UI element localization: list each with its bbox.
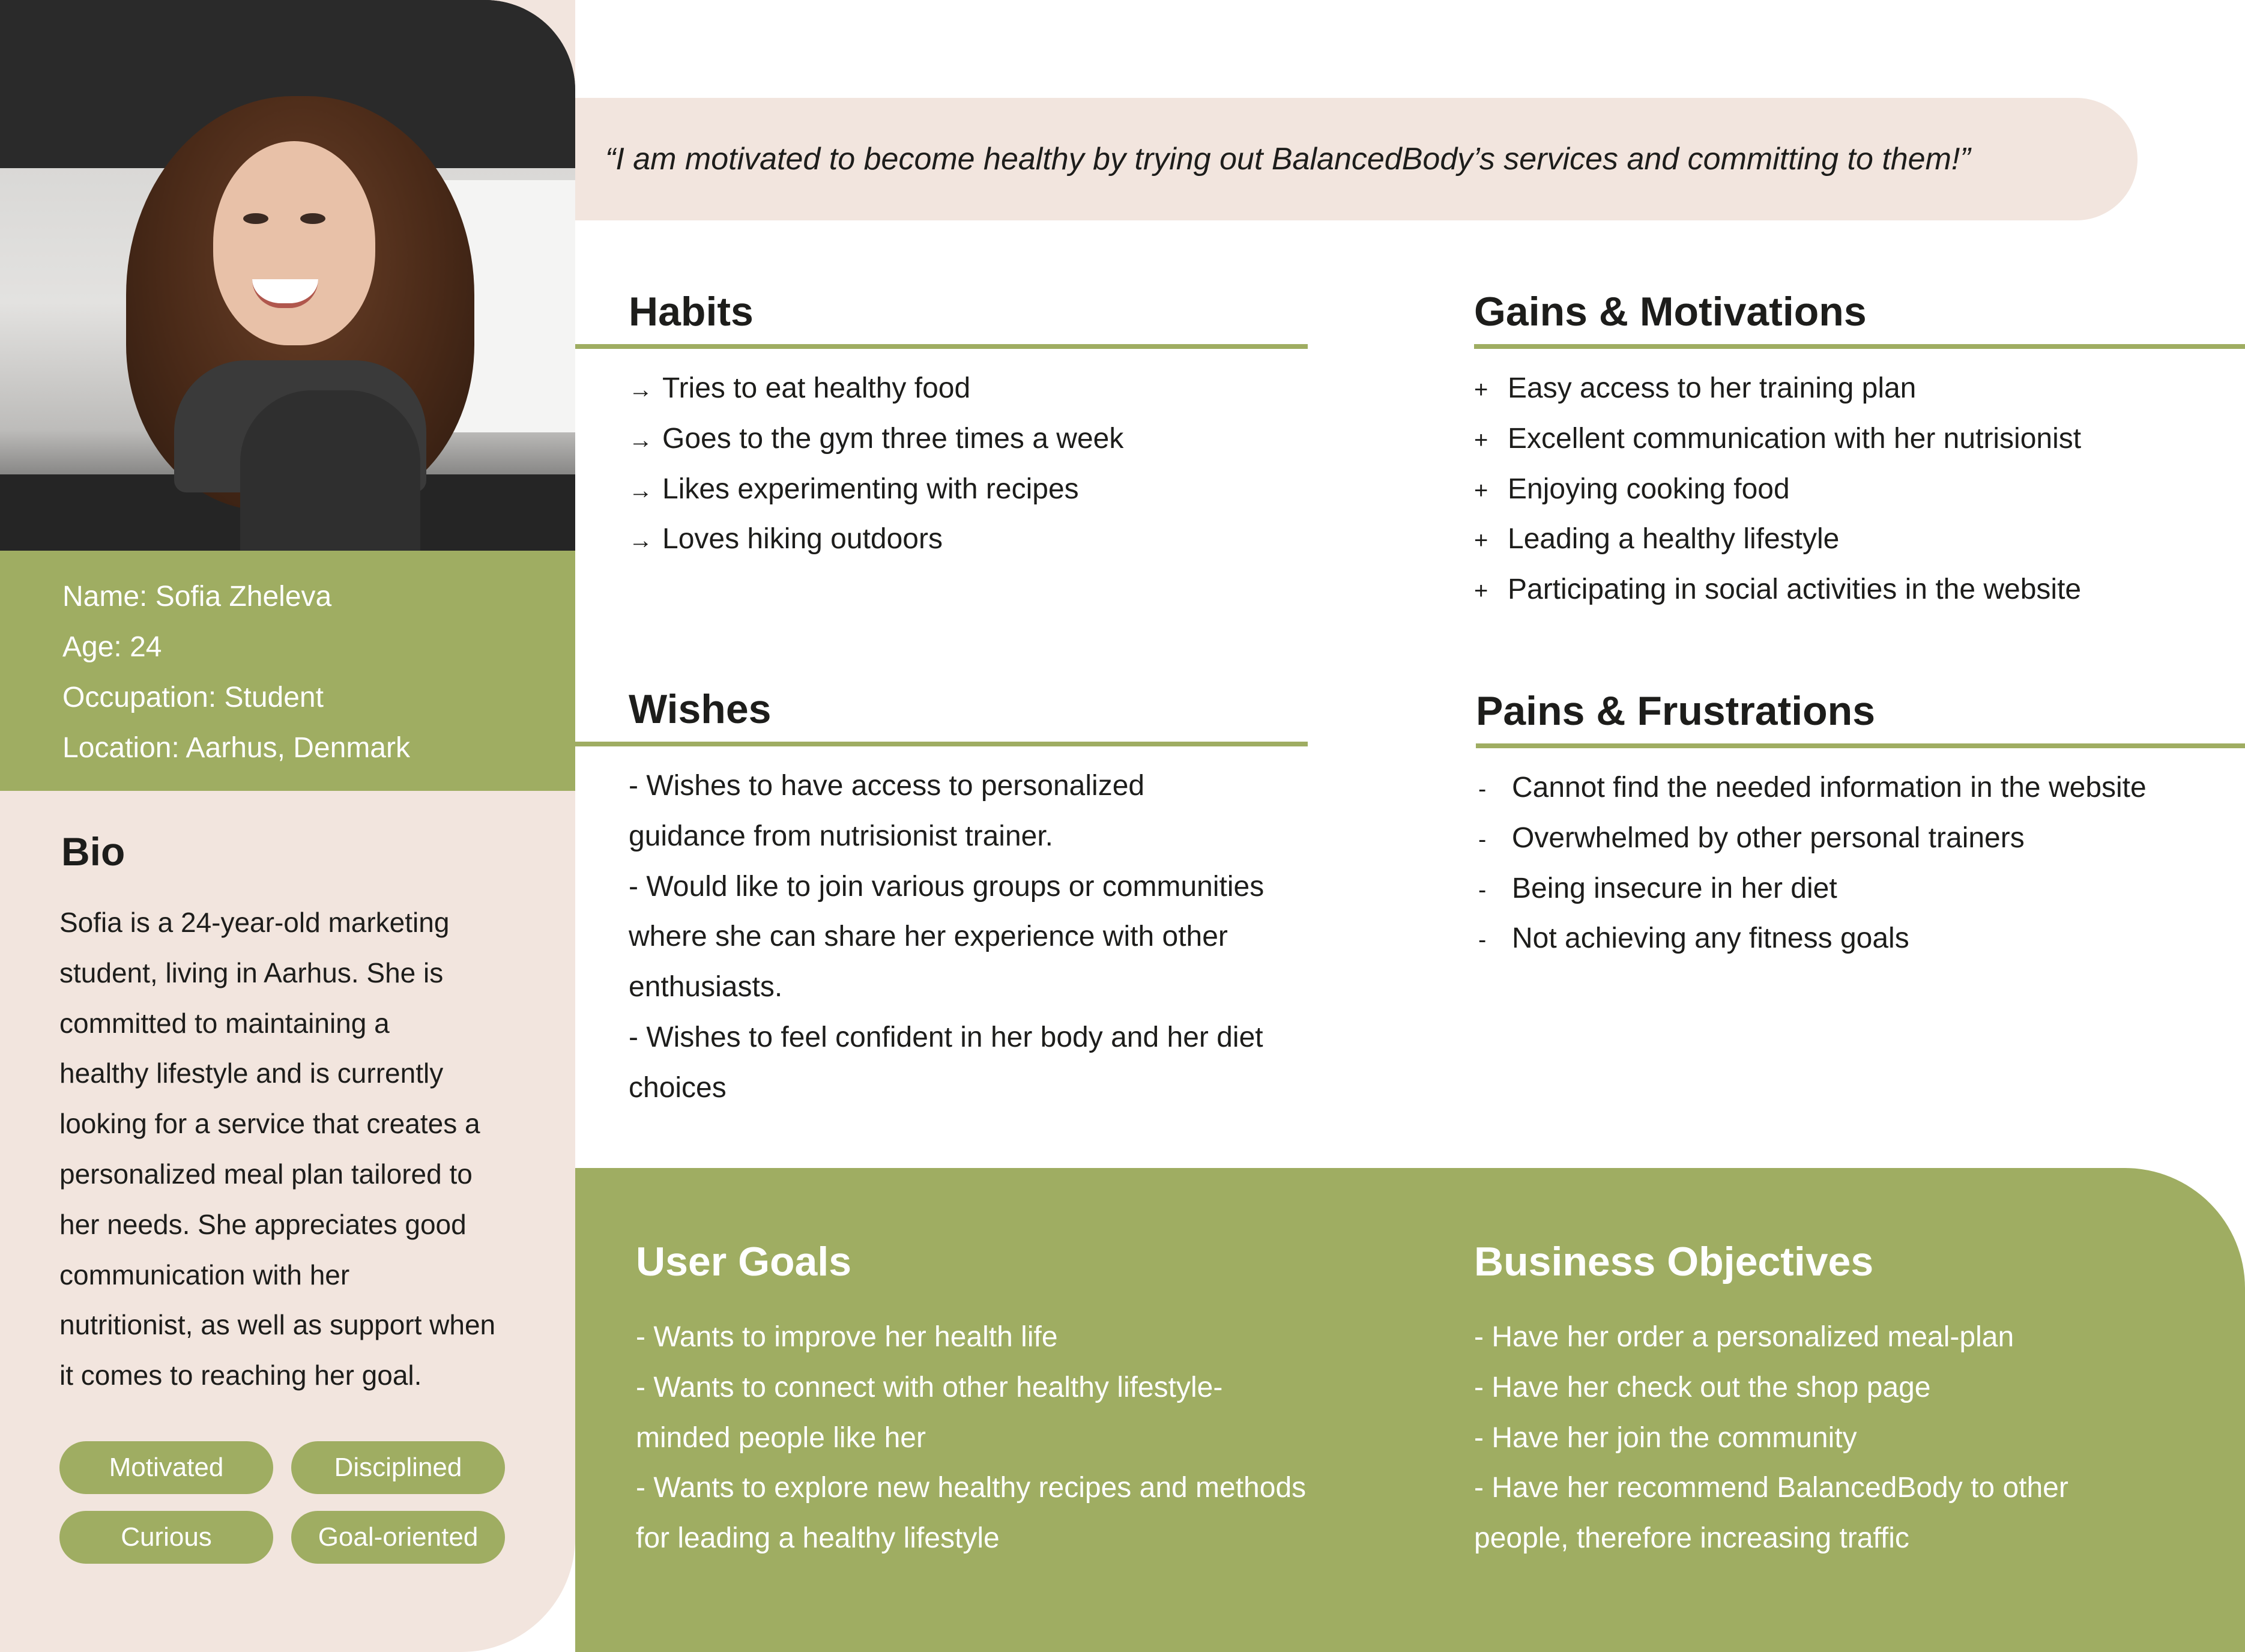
- bio-line: it comes to reaching her goal.: [59, 1360, 422, 1391]
- wish-line: guidance from nutrisionist trainer.: [629, 820, 1054, 852]
- list-item: - Overwhelmed by other personal trainers: [1478, 813, 2147, 864]
- photo-face: [213, 141, 375, 345]
- business-objective-line: - Have her order a personalized meal-plan: [1474, 1321, 2014, 1353]
- habits-list: [629, 363, 1123, 564]
- user-goals-title: User Goals: [636, 1239, 852, 1284]
- bio-line: communication with her: [59, 1259, 350, 1290]
- wish-line: choices: [629, 1071, 727, 1104]
- bio-line: personalized meal plan tailored to: [59, 1158, 473, 1190]
- trait-tag: Curious: [59, 1511, 273, 1564]
- goals-panel: [575, 1168, 2245, 1652]
- list-item: → Loves hiking outdoors: [629, 514, 1123, 564]
- business-objective-line: - Have her recommend BalancedBody to other: [1474, 1472, 2068, 1504]
- persona-card: [0, 0, 575, 1652]
- arrow-right-icon: →: [629, 426, 653, 453]
- gains-title: Gains & Motivations: [1474, 289, 1867, 334]
- pains-title: Pains & Frustrations: [1476, 688, 1876, 734]
- user-goal-line: - Wants to explore new healthy recipes and methods: [636, 1472, 1307, 1504]
- dash-icon: -: [1478, 876, 1487, 903]
- pains-list: [1478, 763, 2147, 964]
- arrow-right-icon: →: [629, 527, 653, 554]
- persona-age: Age: 24: [62, 631, 162, 663]
- bio-text: [59, 898, 540, 1401]
- business-objective-line: people, therefore increasing traffic: [1474, 1522, 1909, 1554]
- trait-tag: Disciplined: [291, 1441, 505, 1494]
- trait-tag: Motivated: [59, 1441, 273, 1494]
- bio-line: her needs. She appreciates good: [59, 1208, 467, 1240]
- wishes-divider: [575, 742, 1308, 746]
- bio-title: Bio: [61, 829, 125, 874]
- wish-line: where she can share her experience with other: [629, 921, 1228, 953]
- habits-divider: [575, 344, 1308, 349]
- business-objective-line: - Have her check out the shop page: [1474, 1372, 1931, 1403]
- bio-line: student, living in Aarhus. She is: [59, 957, 444, 988]
- business-objectives-title: Business Objectives: [1474, 1239, 1874, 1284]
- wish-line: - Wishes to feel confident in her body and her diet: [629, 1021, 1263, 1053]
- plus-icon: +: [1474, 426, 1488, 453]
- bio-line: Sofia is a 24-year-old marketing: [59, 907, 450, 938]
- plus-icon: +: [1474, 377, 1488, 403]
- list-item: + Excellent communication with her nutrisionist: [1474, 414, 2081, 464]
- wishes-title: Wishes: [629, 686, 772, 732]
- list-item: + Participating in social activities in the website: [1474, 564, 2081, 615]
- persona-info: [0, 551, 575, 791]
- bio-line: looking for a service that creates a: [59, 1108, 480, 1140]
- list-item: - Cannot find the needed information in the website: [1478, 763, 2147, 813]
- persona-occupation: Occupation: Student: [62, 682, 324, 713]
- user-goal-line: - Wants to connect with other healthy lifestyle-: [636, 1372, 1223, 1403]
- photo-legs: [240, 390, 420, 551]
- photo-eye: [300, 213, 325, 224]
- list-item: → Tries to eat healthy food: [629, 363, 1123, 414]
- bio-line: nutritionist, as well as support when: [59, 1309, 496, 1341]
- persona-name: Name: Sofia Zheleva: [62, 581, 332, 613]
- wish-line: - Wishes to have access to personalized: [629, 770, 1145, 802]
- gains-divider: [1474, 344, 2245, 349]
- list-item: + Leading a healthy lifestyle: [1474, 514, 2081, 564]
- wish-line: - Would like to join various groups or communities: [629, 870, 1265, 903]
- list-item: → Goes to the gym three times a week: [629, 414, 1123, 464]
- user-goal-line: minded people like her: [636, 1422, 926, 1454]
- habits-title: Habits: [629, 289, 754, 334]
- dash-icon: -: [1478, 826, 1487, 853]
- user-goal-line: - Wants to improve her health life: [636, 1321, 1058, 1353]
- bio-line: healthy lifestyle and is currently: [59, 1057, 444, 1089]
- persona-photo: [0, 0, 575, 551]
- pains-divider: [1476, 743, 2245, 748]
- user-goal-line: for leading a healthy lifestyle: [636, 1522, 1000, 1554]
- dash-icon: -: [1478, 927, 1487, 954]
- photo-eye: [243, 213, 268, 224]
- arrow-right-icon: →: [629, 477, 653, 504]
- plus-icon: +: [1474, 578, 1488, 605]
- trait-tag: Goal-oriented: [291, 1511, 505, 1564]
- list-item: - Not achieving any fitness goals: [1478, 913, 2147, 964]
- gains-list: [1474, 363, 2081, 615]
- list-item: + Easy access to her training plan: [1474, 363, 2081, 414]
- plus-icon: +: [1474, 477, 1488, 504]
- persona-quote: [575, 98, 2138, 220]
- bio-line: committed to maintaining a: [59, 1007, 390, 1039]
- list-item: - Being insecure in her diet: [1478, 864, 2147, 914]
- dash-icon: -: [1478, 776, 1487, 802]
- persona-location: Location: Aarhus, Denmark: [62, 732, 410, 764]
- wish-line: enthusiasts.: [629, 971, 783, 1003]
- list-item: + Enjoying cooking food: [1474, 464, 2081, 515]
- arrow-right-icon: →: [629, 377, 653, 403]
- plus-icon: +: [1474, 527, 1488, 554]
- quote-text: “I am motivated to become healthy by trying out BalancedBody’s services and committing to them!”: [605, 142, 1971, 177]
- wishes-text: [629, 761, 1349, 1113]
- business-objective-line: - Have her join the community: [1474, 1422, 1857, 1454]
- list-item: → Likes experimenting with recipes: [629, 464, 1123, 515]
